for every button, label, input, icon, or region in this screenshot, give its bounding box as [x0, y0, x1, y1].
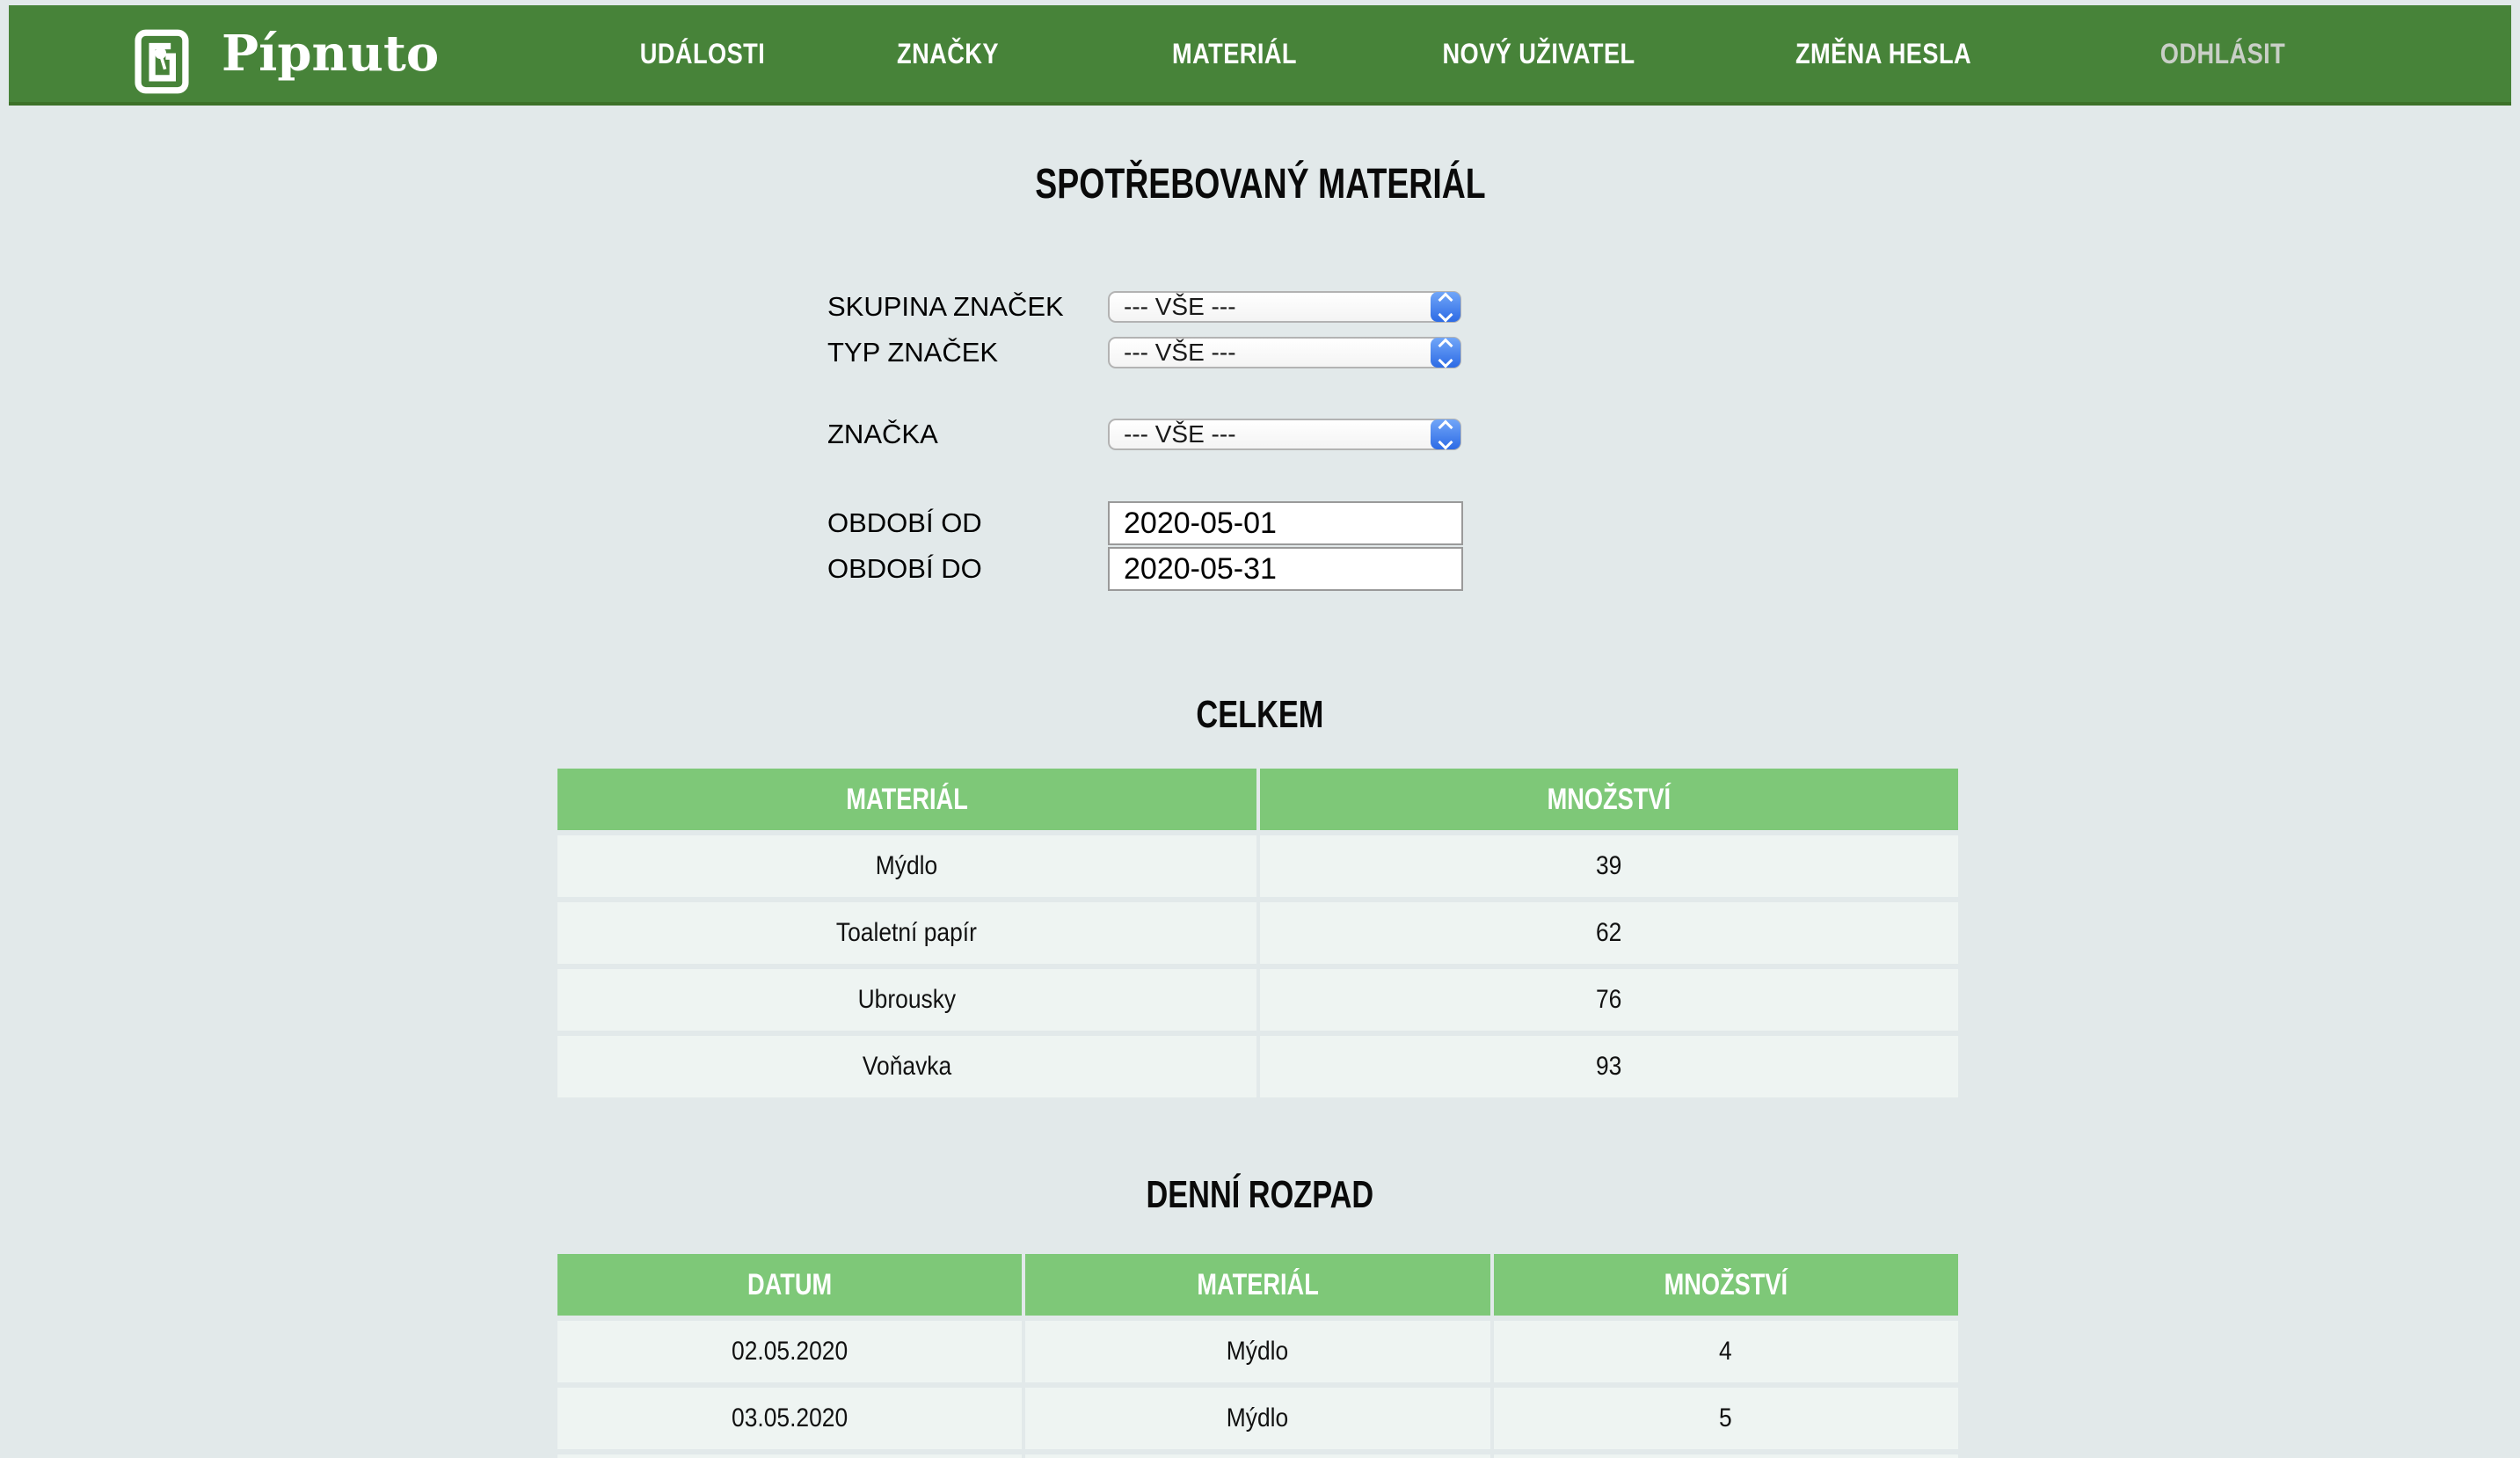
- celkem-col-material: MATERIÁL: [557, 769, 1256, 830]
- table-row: Ubrousky 76: [557, 969, 1958, 1031]
- denni-col-material: MATERIÁL: [1025, 1254, 1489, 1316]
- nav-item-udalosti[interactable]: UDÁLOSTI: [639, 38, 766, 69]
- select-spinner-icon: [1431, 338, 1460, 368]
- typ-znacek-selected-value: --- VŠE ---: [1124, 339, 1236, 366]
- skupina-znacek-select[interactable]: [1108, 291, 1461, 323]
- table-row: Voňavka 93: [557, 1036, 1958, 1097]
- nav-item-znacky[interactable]: ZNAČKY: [897, 38, 999, 69]
- table-row: Mýdlo 39: [557, 835, 1958, 897]
- select-spinner-icon: [1431, 292, 1460, 322]
- denni-rozpad-title: DENNÍ ROZPAD: [1146, 1173, 1374, 1216]
- nav-item-material[interactable]: MATERIÁL: [1172, 38, 1297, 69]
- znacka-select[interactable]: [1108, 419, 1461, 450]
- brand-wordmark: Pípnuto: [222, 25, 440, 83]
- denni-rozpad-table: [557, 1254, 1958, 1458]
- table-row: 02.05.2020 Mýdlo 4: [557, 1321, 1958, 1382]
- nav-item-zmena-hesla[interactable]: ZMĚNA HESLA: [1795, 38, 1972, 69]
- select-spinner-icon: [1431, 419, 1460, 449]
- typ-znacek-label: TYP ZNAČEK: [827, 337, 999, 368]
- obdobi-od-input[interactable]: [1108, 501, 1463, 545]
- celkem-header-row: [557, 769, 1958, 830]
- celkem-col-mnozstvi: MNOŽSTVÍ: [1260, 769, 1959, 830]
- typ-znacek-select[interactable]: [1108, 337, 1461, 368]
- top-navbar: [9, 5, 2511, 106]
- skupina-znacek-selected-value: --- VŠE ---: [1124, 293, 1236, 320]
- znacka-selected-value: --- VŠE ---: [1124, 420, 1236, 448]
- obdobi-do-label: OBDOBÍ DO: [827, 553, 982, 584]
- denni-col-datum: DATUM: [557, 1254, 1022, 1316]
- denni-rozpad-header-row: [557, 1254, 1958, 1316]
- nav-item-novy-uzivatel[interactable]: NOVÝ UŽIVATEL: [1442, 38, 1635, 69]
- table-row: Toaletní papír 62: [557, 902, 1958, 964]
- skupina-znacek-label: SKUPINA ZNAČEK: [827, 291, 1064, 322]
- znacka-label: ZNAČKA: [827, 419, 938, 449]
- table-row: 03.05.2020 Mýdlo 5: [557, 1388, 1958, 1449]
- rfid-tag-icon: [134, 28, 190, 95]
- page-title: SPOTŘEBOVANÝ MATERIÁL: [1034, 161, 1486, 208]
- table-row-partial: [557, 1454, 1958, 1458]
- obdobi-od-label: OBDOBÍ OD: [827, 507, 982, 538]
- denni-col-mnozstvi: MNOŽSTVÍ: [1494, 1254, 1958, 1316]
- nav-item-odhlasit[interactable]: ODHLÁSIT: [2159, 38, 2286, 69]
- celkem-table: [557, 769, 1958, 1097]
- obdobi-do-input[interactable]: [1108, 547, 1463, 591]
- celkem-title: CELKEM: [1196, 693, 1324, 736]
